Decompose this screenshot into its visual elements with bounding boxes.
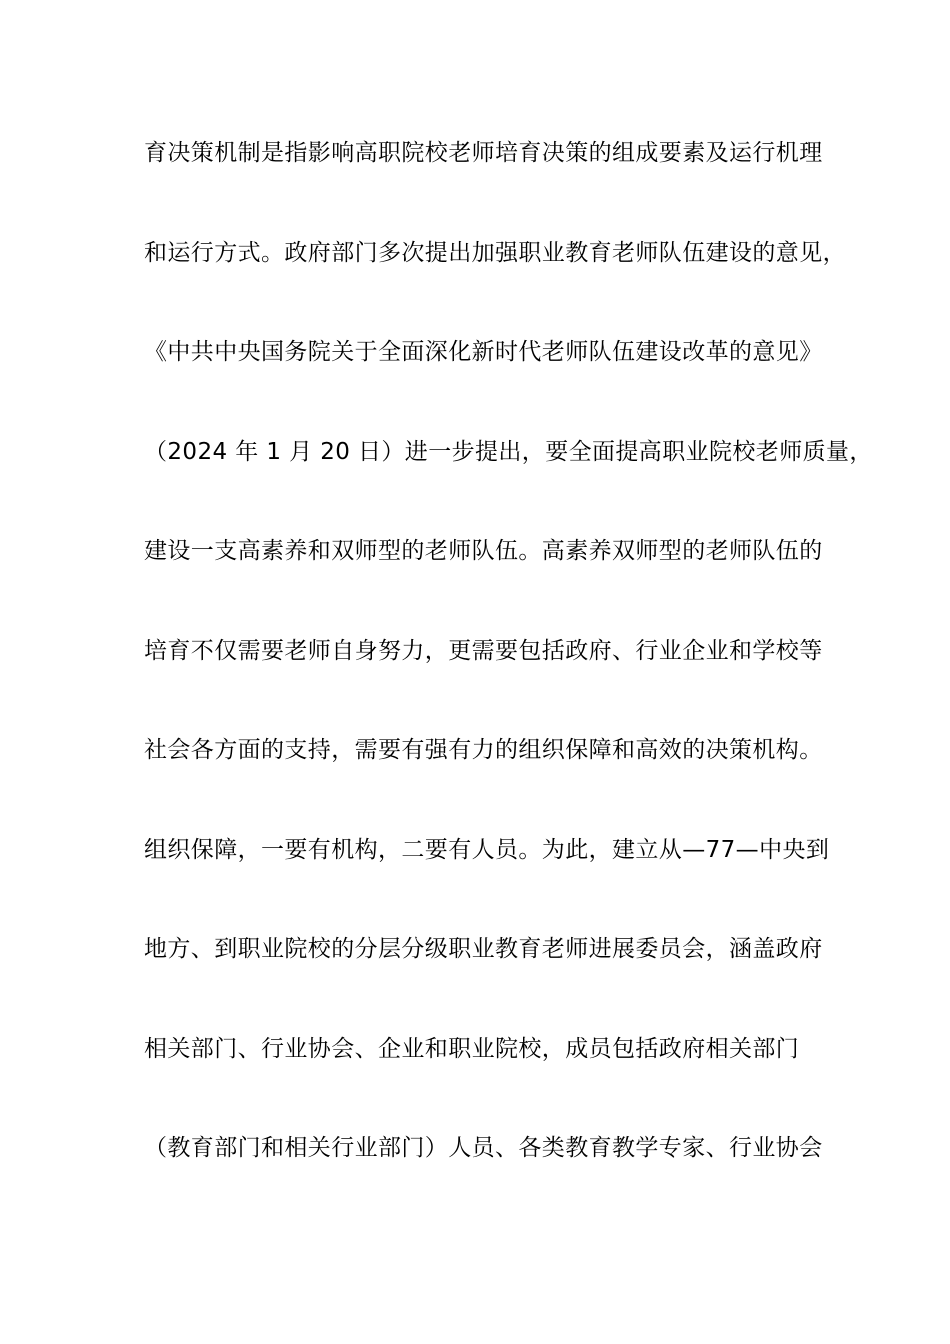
body-text [144,130,873,1225]
text-line: 和运行方式。政府部门多次提出加强职业教育老师队伍建设的意见， [144,239,846,266]
text-line: 组织保障，一要有机构，二要有人员。为此，建立从—77—中央到 [144,836,830,863]
text-line: 《中共中央国务院关于全面深化新时代老师队伍建设改革的意见》 [144,339,823,365]
text-line: 建设一支高素养和双师型的老师队伍。高素养双师型的老师队伍的 [144,538,823,564]
text-line: 相关部门、行业协会、企业和职业院校，成员包括政府相关部门 [144,1035,800,1062]
text-line: （教育部门和相关行业部门）人员、各类教育教学专家、行业协会 [144,1135,823,1161]
text-line: 育决策机制是指影响高职院校老师培育决策的组成要素及运行机理 [144,140,823,166]
text-line: 地方、到职业院校的分层分级职业教育老师进展委员会，涵盖政府 [144,936,823,962]
text-line: 社会各方面的支持，需要有强有力的组织保障和高效的决策机构。 [144,737,823,763]
text-line: 培育不仅需要老师自身努力，更需要包括政府、行业企业和学校等 [144,637,823,664]
text-line: （2024 年 1 月 20 日）进一步提出，要全面提高职业院校老师质量， [144,438,873,465]
